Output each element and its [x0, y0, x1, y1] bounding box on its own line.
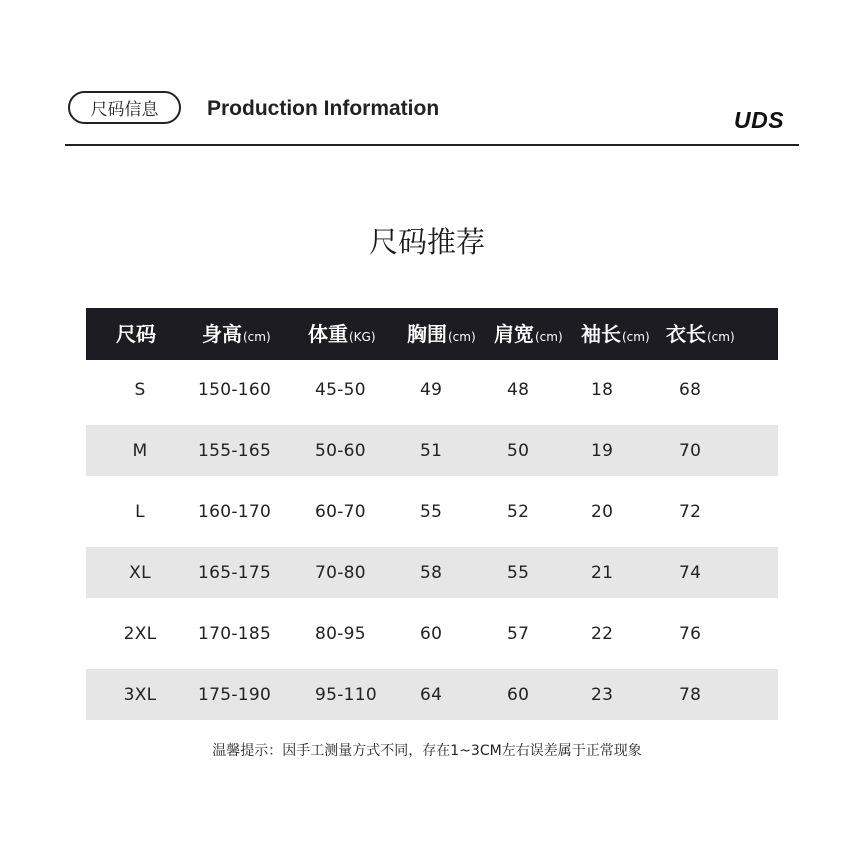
production-info-title: Production Information — [207, 97, 440, 120]
cell-shoulder: 57 — [507, 623, 530, 644]
cell-shoulder: 52 — [507, 501, 530, 522]
cell-length: 76 — [679, 623, 702, 644]
table-row — [86, 360, 778, 420]
col-header-height: 身高(cm) — [202, 322, 271, 346]
header-divider — [65, 144, 799, 146]
cell-shoulder: 50 — [507, 440, 530, 461]
page-header — [0, 0, 854, 150]
cell-length: 68 — [679, 380, 702, 400]
col-header-sleeve: 袖长(cm) — [581, 322, 650, 346]
cell-height: 170-185 — [198, 623, 272, 644]
brand-logo: UDS — [734, 107, 785, 133]
cell-sleeve: 22 — [591, 623, 614, 644]
cell-sleeve: 20 — [591, 501, 614, 522]
cell-weight: 45-50 — [315, 380, 366, 400]
section-pill-label: 尺码信息 — [68, 91, 181, 124]
cell-size: 2XL — [123, 623, 157, 644]
cell-size: S — [134, 380, 146, 400]
cell-length: 78 — [679, 684, 702, 705]
size-table — [86, 308, 778, 720]
cell-weight: 70-80 — [315, 562, 366, 583]
col-header-shoulder: 肩宽(cm) — [494, 322, 563, 346]
col-header-length: 衣长(cm) — [666, 322, 735, 346]
cell-weight: 80-95 — [315, 623, 366, 644]
cell-weight: 60-70 — [315, 501, 366, 522]
cell-chest: 58 — [420, 562, 443, 583]
cell-height: 175-190 — [198, 684, 272, 705]
table-row — [86, 486, 778, 537]
cell-height: 165-175 — [198, 562, 272, 583]
cell-height: 155-165 — [198, 440, 272, 461]
table-row — [86, 547, 778, 598]
cell-shoulder: 48 — [507, 380, 530, 400]
cell-chest: 55 — [420, 501, 443, 522]
cell-length: 70 — [679, 440, 702, 461]
cell-sleeve: 19 — [591, 440, 614, 461]
cell-sleeve: 23 — [591, 684, 614, 705]
cell-sleeve: 21 — [591, 562, 614, 583]
cell-length: 72 — [679, 501, 702, 522]
measurement-note: 温馨提示：因手工测量方式不同，存在1~3CM左右误差属于正常现象 — [212, 743, 642, 759]
table-row — [86, 669, 778, 720]
cell-size: M — [132, 440, 148, 461]
col-header-weight: 体重(KG) — [308, 322, 376, 346]
col-header-size: 尺码 — [116, 322, 156, 346]
size-recommend-title: 尺码推荐 — [368, 225, 485, 259]
cell-height: 160-170 — [198, 501, 272, 522]
cell-length: 74 — [679, 562, 702, 583]
cell-shoulder: 60 — [507, 684, 530, 705]
cell-chest: 49 — [420, 380, 443, 400]
cell-height: 150-160 — [198, 380, 272, 400]
cell-sleeve: 18 — [591, 380, 614, 400]
cell-size: XL — [129, 562, 151, 583]
col-header-chest: 胸围(cm) — [407, 322, 476, 346]
cell-chest: 64 — [420, 684, 443, 705]
cell-size: L — [135, 501, 145, 522]
cell-size: 3XL — [123, 684, 157, 705]
cell-chest: 60 — [420, 623, 443, 644]
cell-chest: 51 — [420, 440, 443, 461]
table-row — [86, 608, 778, 659]
size-table-header — [86, 308, 778, 360]
cell-weight: 50-60 — [315, 440, 366, 461]
cell-shoulder: 55 — [507, 562, 530, 583]
cell-weight: 95-110 — [315, 684, 378, 705]
table-row — [86, 425, 778, 476]
